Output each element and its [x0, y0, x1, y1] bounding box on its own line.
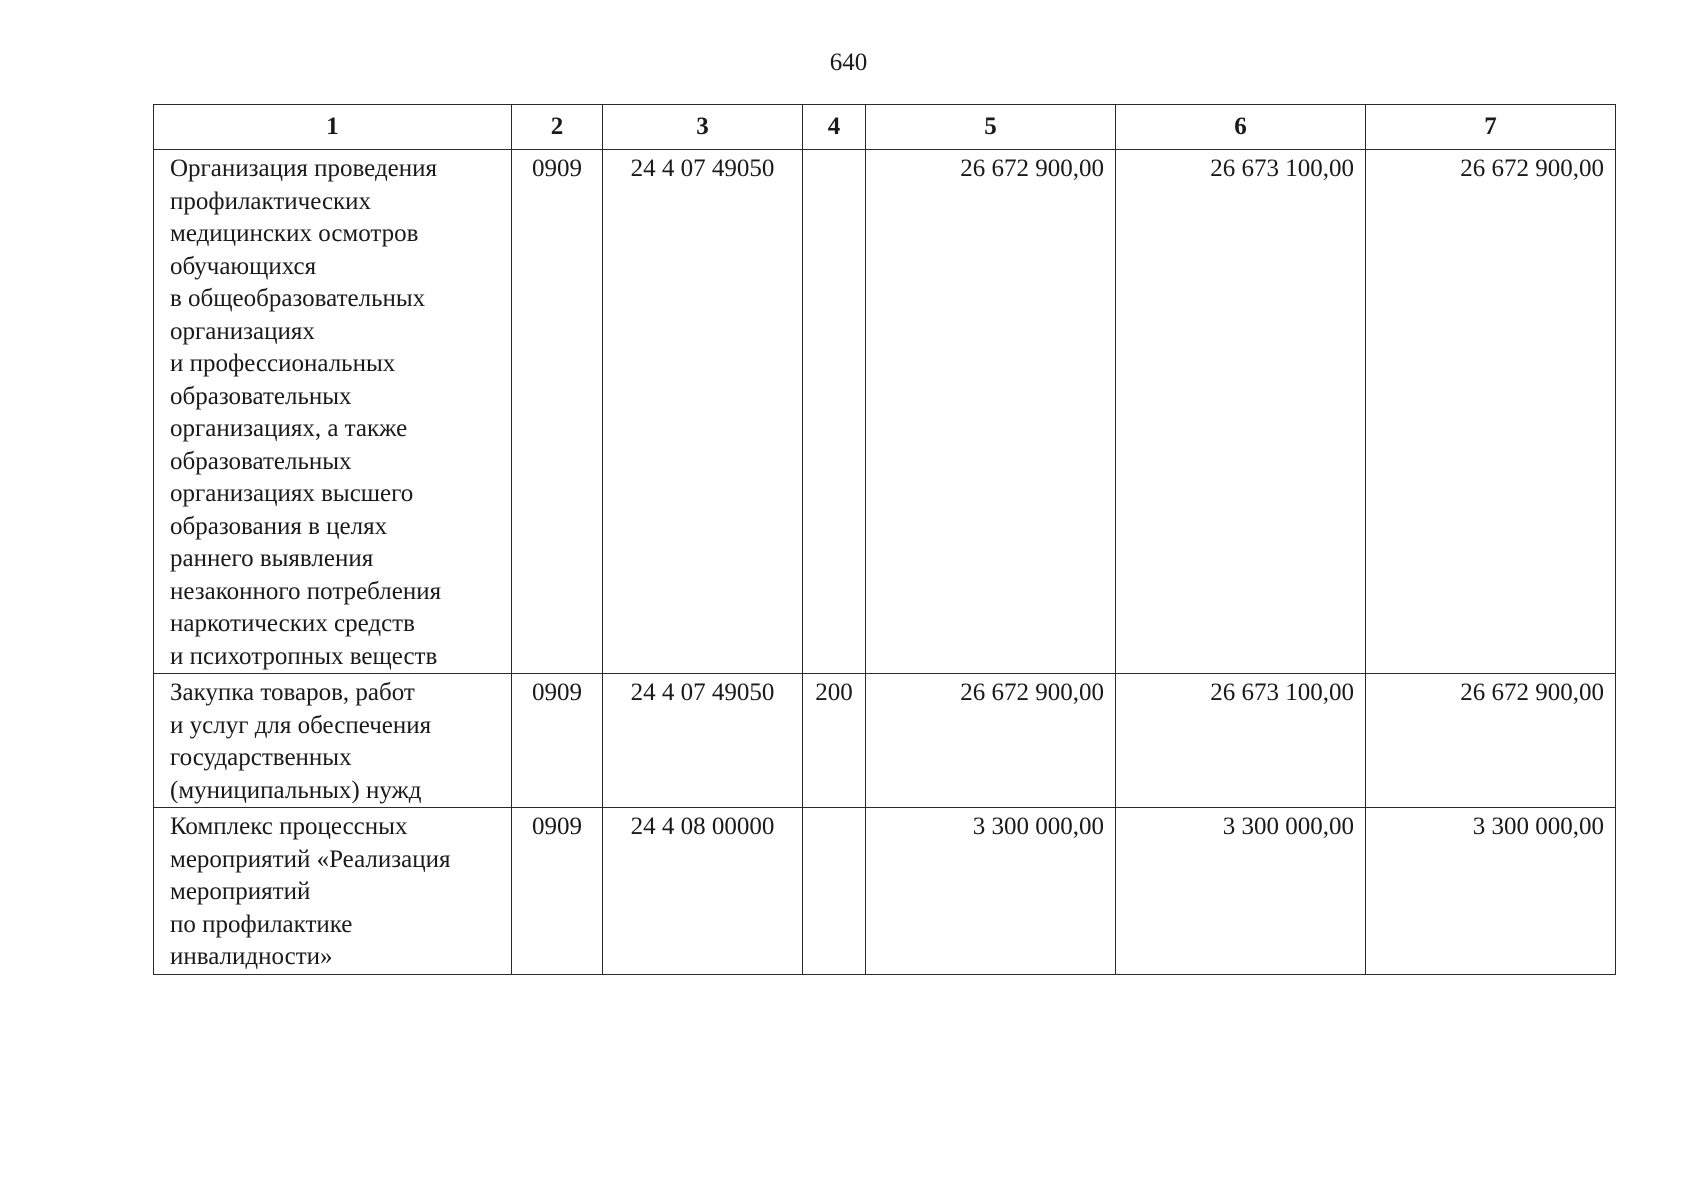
item-name-line: Организация проведения — [170, 155, 438, 182]
item-name-line: и профессиональных — [170, 350, 396, 377]
amount-col7: 3 300 000,00 — [1366, 808, 1616, 975]
column-header-1: 1 — [154, 105, 512, 150]
page-number: 640 — [829, 49, 868, 76]
item-name-line: и психотропных веществ — [170, 642, 438, 670]
item-name-line: инвалидности» — [170, 943, 333, 970]
column-header-4: 4 — [803, 105, 866, 150]
column-header-5: 5 — [866, 105, 1116, 150]
amount-col6: 26 673 100,00 — [1116, 674, 1366, 808]
item-name-line: обучающихся — [170, 252, 317, 280]
item-name-line: (муниципальных) нужд — [170, 776, 422, 804]
item-name-line: образовательных — [170, 447, 352, 475]
item-name-line: наркотических средств — [170, 610, 415, 637]
amount-col7: 26 672 900,00 — [1366, 674, 1616, 808]
item-name-line: государственных — [170, 744, 352, 771]
item-name-line: мероприятий «Реализация — [170, 845, 451, 873]
target-article-code: 24 4 07 49050 — [603, 150, 803, 674]
item-name-line: медицинских осмотров — [170, 220, 419, 247]
table-row — [154, 674, 1616, 808]
table-header-row — [154, 105, 1616, 150]
item-name-line: Закупка товаров, работ — [170, 679, 415, 706]
item-name-line: незаконного потребления — [170, 577, 442, 605]
amount-col7: 26 672 900,00 — [1366, 150, 1616, 674]
amount-col6: 26 673 100,00 — [1116, 150, 1366, 674]
column-header-3: 3 — [603, 105, 803, 150]
table-row — [154, 150, 1616, 674]
column-header-2: 2 — [512, 105, 603, 150]
expense-type-code — [803, 808, 866, 975]
column-header-6: 6 — [1116, 105, 1366, 150]
item-name — [154, 808, 512, 975]
item-name-line: Комплекс процессных — [170, 813, 408, 840]
section-code: 0909 — [512, 674, 603, 808]
section-code: 0909 — [512, 808, 603, 975]
item-name-line: раннего выявления — [170, 545, 374, 572]
item-name-line: образовательных — [170, 382, 352, 410]
amount-col6: 3 300 000,00 — [1116, 808, 1366, 975]
target-article-code: 24 4 08 00000 — [603, 808, 803, 975]
amount-col5: 3 300 000,00 — [866, 808, 1116, 975]
table-row — [154, 808, 1616, 975]
amount-col5: 26 672 900,00 — [866, 150, 1116, 674]
column-header-7: 7 — [1366, 105, 1616, 150]
item-name-line: организациях, а также — [170, 415, 408, 442]
item-name-line: организациях высшего — [170, 480, 414, 507]
item-name-line: по профилактике — [170, 910, 353, 938]
item-name-line: и услуг для обеспечения — [170, 711, 432, 739]
item-name-line: в общеобразовательных — [170, 285, 426, 312]
item-name-line: образования в целях — [170, 512, 388, 540]
item-name — [154, 150, 512, 674]
item-name-line: мероприятий — [170, 878, 311, 905]
item-name-line: организациях — [170, 317, 315, 345]
section-code: 0909 — [512, 150, 603, 674]
item-name — [154, 674, 512, 808]
item-name-line: профилактических — [170, 187, 372, 215]
target-article-code: 24 4 07 49050 — [603, 674, 803, 808]
expense-type-code: 200 — [803, 674, 866, 808]
expense-type-code — [803, 150, 866, 674]
amount-col5: 26 672 900,00 — [866, 674, 1116, 808]
budget-table — [153, 104, 1616, 975]
